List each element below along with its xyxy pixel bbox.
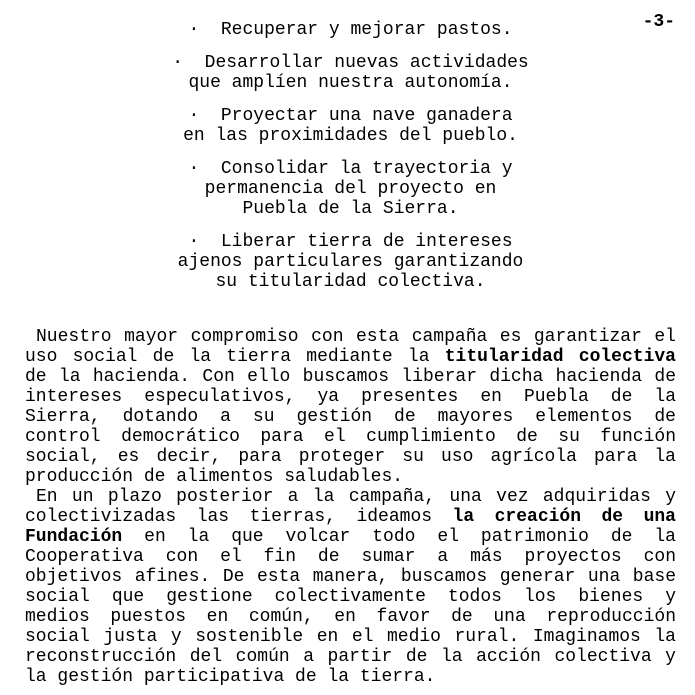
bullet-line: ajenos particulares garantizando <box>177 252 524 272</box>
paragraph-line <box>25 507 676 527</box>
paragraph <box>25 487 676 687</box>
bold-emphasis: la creación de una <box>452 507 676 527</box>
bullet-line: en las proximidades del pueblo. <box>183 126 518 146</box>
bullet-item <box>25 20 676 40</box>
bullet-line: · Liberar tierra de intereses <box>188 232 513 252</box>
text-segment: social, es decir, para proteger su uso agrícola para la <box>25 447 676 467</box>
paragraph-line <box>25 487 676 507</box>
paragraph-line <box>25 387 676 407</box>
bullet-line: que amplíen nuestra autonomía. <box>188 73 513 93</box>
paragraph <box>25 327 676 487</box>
text-segment: producción de alimentos saludables. <box>25 467 404 487</box>
text-segment: social justa y sostenible en el medio rural. Imaginamos la <box>25 627 676 647</box>
text-segment: en la que volcar todo el patrimonio de la <box>122 527 676 547</box>
text-segment: uso social de la tierra mediante la <box>25 347 445 367</box>
text-segment: colectivizadas las tierras, ideamos <box>25 507 453 527</box>
text-segment: En un plazo posterior a la campaña, una vez adquiridas y <box>36 487 676 507</box>
bold-emphasis: Fundación <box>25 527 123 547</box>
text-segment: objetivos afines. De esta manera, buscamos generar una base <box>25 567 676 587</box>
bullet-item <box>25 53 676 93</box>
text-segment: intereses especulativos, ya presentes en Puebla de la <box>25 387 676 407</box>
paragraph-line <box>25 567 676 587</box>
paragraph-line <box>25 327 676 347</box>
page-number: -3- <box>642 12 675 32</box>
paragraph-line <box>25 407 676 427</box>
bullet-item <box>25 106 676 146</box>
bullet-line: su titularidad colectiva. <box>215 272 486 292</box>
text-segment: la gestión participativa de la tierra. <box>25 667 436 687</box>
paragraph-line <box>25 367 676 387</box>
bullet-line: Puebla de la Sierra. <box>242 199 459 219</box>
bullet-line: · Recuperar y mejorar pastos. <box>188 20 513 40</box>
bullet-line: · Desarrollar nuevas actividades <box>172 53 529 73</box>
paragraph-line <box>25 547 676 567</box>
paragraph-line <box>25 347 676 367</box>
bullet-line: · Proyectar una nave ganadera <box>188 106 513 126</box>
paragraph-line <box>25 647 676 667</box>
text-segment: social que gestione colectivamente todos los bienes y <box>25 587 676 607</box>
paragraph-line <box>25 667 676 687</box>
paragraph-line <box>25 627 676 647</box>
text-segment: medios puestos en común, en favor de una reproducción <box>25 607 676 627</box>
text-segment: Sierra, dotando a su gestión de mayores elementos de <box>25 407 676 427</box>
bullet-line: · Consolidar la trayectoria y <box>188 159 513 179</box>
bullet-item <box>25 232 676 292</box>
text-segment: Cooperativa con el fin de sumar a más proyectos con <box>25 547 676 567</box>
paragraph-line <box>25 587 676 607</box>
page-content <box>25 0 676 687</box>
paragraph-line <box>25 607 676 627</box>
paragraph-line <box>25 447 676 467</box>
bullet-line: permanencia del proyecto en <box>204 179 497 199</box>
paragraph-line <box>25 467 676 487</box>
text-segment: Nuestro mayor compromiso con esta campaña es garantizar el <box>36 327 676 347</box>
text-segment: reconstrucción del común a partir de la acción colectiva y <box>25 647 676 667</box>
paragraph-line <box>25 527 676 547</box>
body-paragraphs <box>25 305 676 687</box>
bold-emphasis: titularidad colectiva <box>444 347 676 367</box>
objectives-bullet-list <box>25 0 676 292</box>
text-segment: de la hacienda. Con ello buscamos liberar dicha hacienda de <box>25 367 676 387</box>
paragraph-line <box>25 427 676 447</box>
text-segment: control democrático para el cumplimiento de su función <box>25 427 676 447</box>
bullet-item <box>25 159 676 219</box>
